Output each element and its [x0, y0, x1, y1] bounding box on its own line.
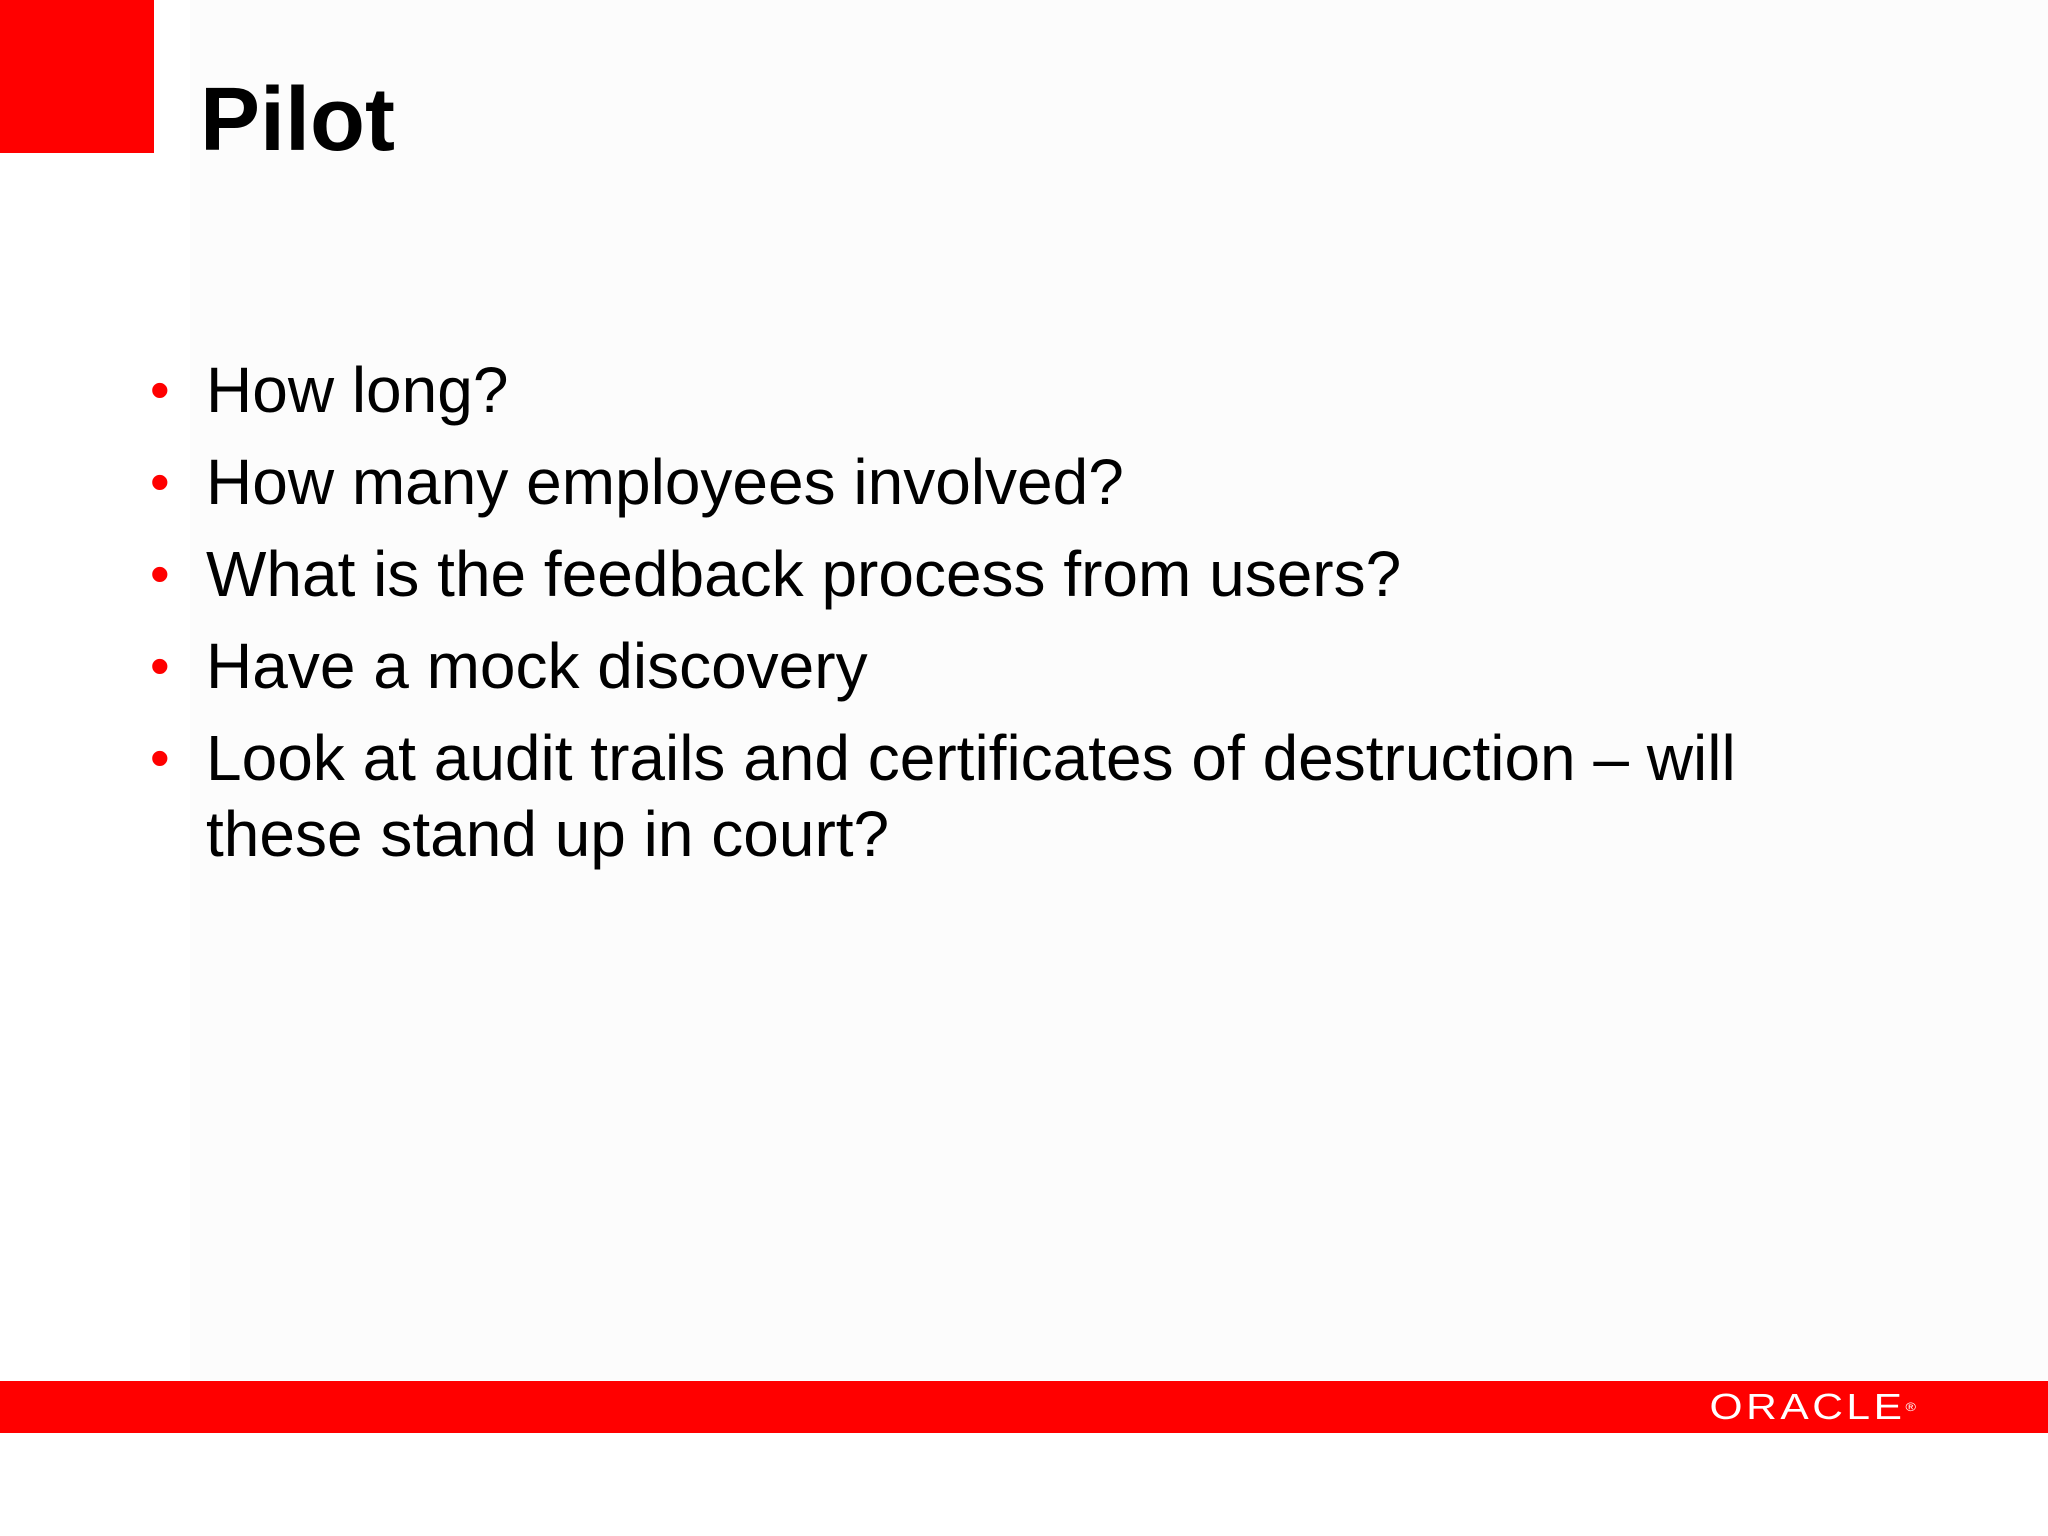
bullet-item — [150, 352, 1850, 428]
footer-bar — [0, 1381, 2048, 1433]
slide-title: Pilot — [200, 70, 395, 170]
bullet-item — [150, 444, 1850, 520]
bullet-icon: • — [150, 726, 170, 789]
bullet-item — [150, 720, 1850, 872]
bullet-icon: • — [150, 634, 170, 697]
registered-mark-icon: ® — [1905, 1400, 1916, 1414]
bullet-text: How many employees involved? — [206, 446, 1124, 518]
bullet-list — [150, 352, 1850, 888]
oracle-logo-text: ORACLE — [1709, 1386, 1906, 1427]
corner-accent-block — [0, 0, 154, 153]
bullet-icon: • — [150, 358, 170, 421]
bullet-icon: • — [150, 542, 170, 605]
bullet-icon: • — [150, 450, 170, 513]
bullet-text: Look at audit trails and certificates of destruction – will these stand up in court? — [206, 722, 1736, 870]
bullet-text: How long? — [206, 354, 509, 426]
bullet-text: What is the feedback process from users? — [206, 538, 1402, 610]
bullet-item — [150, 536, 1850, 612]
bullet-text: Have a mock discovery — [206, 630, 868, 702]
bullet-item — [150, 628, 1850, 704]
oracle-logo — [1710, 1385, 1916, 1429]
